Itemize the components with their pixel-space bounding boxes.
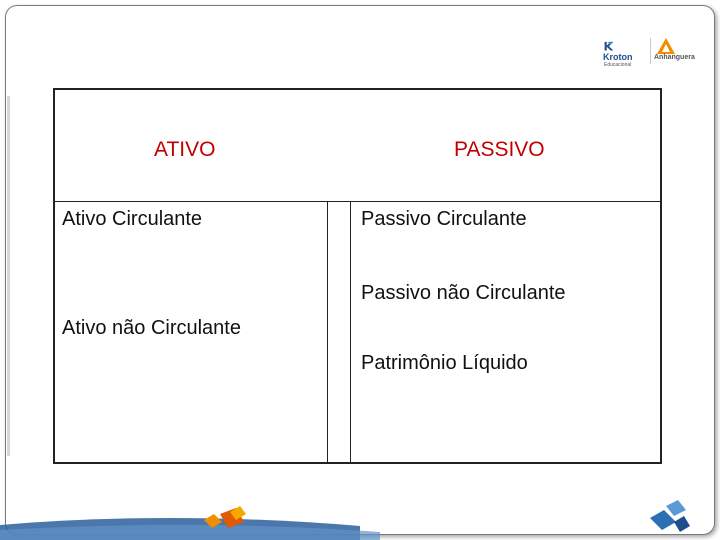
blue-cubes-icon [650,500,690,532]
bottom-decoration [0,470,720,540]
logo-divider [650,38,651,64]
header-divider [55,201,660,202]
current-liabilities-label: Passivo Circulante [361,208,527,230]
assets-header: ATIVO [154,138,216,161]
equity-label: Patrimônio Líquido [361,352,528,374]
center-column [327,202,351,464]
anhanguera-logo-text: Anhanguera [654,54,695,61]
non-current-liabilities-label: Passivo não Circulante [361,282,566,304]
non-current-assets-label: Ativo não Circulante [62,317,241,339]
left-decorative-bar [7,96,10,456]
kroton-logo-text: Kroton [603,52,633,62]
anhanguera-logo-icon [656,36,676,56]
kroton-logo-subtext: Educacional [604,62,632,68]
liabilities-header: PASSIVO [454,138,545,161]
balance-sheet-table [53,88,662,464]
current-assets-label: Ativo Circulante [62,208,203,230]
